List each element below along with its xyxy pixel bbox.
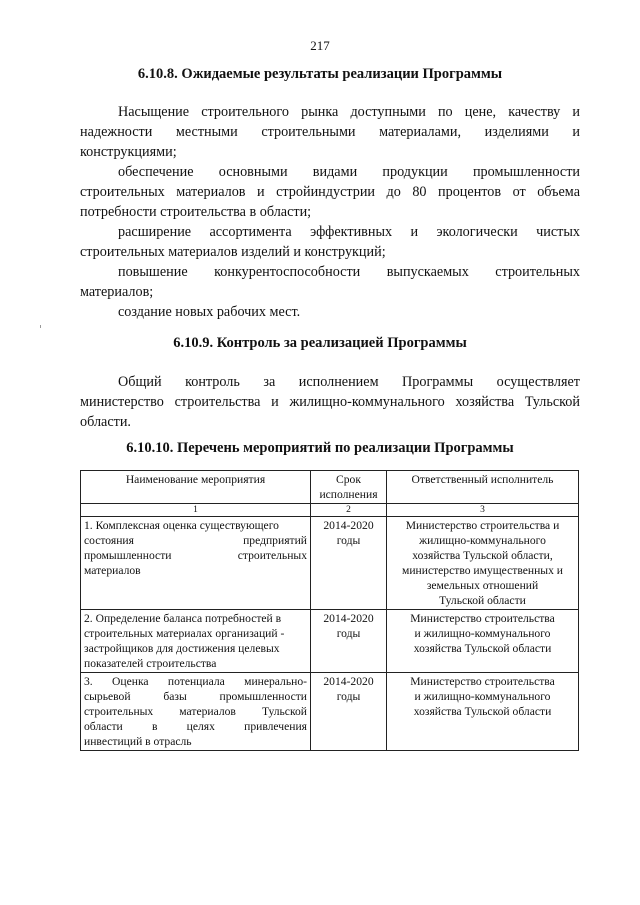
cell-line: инвестиций в отрасль xyxy=(84,735,192,748)
paragraph-assortment xyxy=(80,222,580,262)
cell-line: годы xyxy=(336,690,361,703)
term-cell xyxy=(311,610,387,673)
text-line: Общий контроль за исполнением Программы осуществляет xyxy=(118,374,580,390)
section-heading-control: 6.10.9. Контроль за реализацией Программы xyxy=(173,335,467,351)
cell-line: сырьевой базы промышленности xyxy=(84,690,307,703)
executor-cell xyxy=(387,610,579,673)
cell-line: показателей строительства xyxy=(84,657,217,670)
cell-line: состояния предприятий xyxy=(84,534,307,547)
text-line: министерство строительства и жилищно-коммунального хозяйства Тульской xyxy=(80,394,580,410)
term-cell xyxy=(311,517,387,610)
cell-line: Министерство строительства xyxy=(410,675,555,688)
cell-line: промышленности строительных xyxy=(84,549,307,562)
cell-line: 1. Комплексная оценка существующего xyxy=(84,519,279,532)
paragraph-production-supply xyxy=(80,162,580,222)
cell-line: годы xyxy=(336,627,361,640)
cell-line: и жилищно-коммунального xyxy=(414,627,551,640)
executor-cell xyxy=(387,673,579,751)
scan-mark xyxy=(40,325,41,328)
column-number: 2 xyxy=(311,504,387,517)
cell-line: годы xyxy=(336,534,361,547)
cell-line: хозяйства Тульской области xyxy=(413,642,552,655)
cell-line: жилищно-коммунального xyxy=(419,534,546,547)
cell-line: 2014-2020 xyxy=(323,612,374,625)
text-line: строительных материалов и стройиндустрии до 80 процентов от объема xyxy=(80,184,580,200)
cell-line: Министерство строительства xyxy=(410,612,555,625)
cell-line: и жилищно-коммунального xyxy=(414,690,551,703)
executor-cell xyxy=(387,517,579,610)
table-row xyxy=(81,610,579,673)
section-heading-expected-results: 6.10.8. Ожидаемые результаты реализации Программы xyxy=(137,66,503,82)
cell-line: Тульской области xyxy=(439,594,526,607)
column-number: 1 xyxy=(81,504,311,517)
paragraph-competitiveness xyxy=(80,262,580,302)
text-line: строительных материалов изделий и конструкций; xyxy=(80,244,386,260)
section-heading-activities-list: 6.10.10. Перечень мероприятий по реализации Программы xyxy=(126,440,514,456)
cell-line: министерство имущественных и xyxy=(402,564,563,577)
cell-line: 3. Оценка потенциала минерально- xyxy=(84,675,307,688)
text-line: потребности строительства в области; xyxy=(80,204,312,220)
activities-table xyxy=(80,470,579,751)
paragraph-new-jobs xyxy=(80,302,580,322)
term-cell xyxy=(311,673,387,751)
cell-line: материалов xyxy=(84,564,141,577)
text-line: области. xyxy=(80,414,131,430)
text-line: надежности местными строительными материалами, изделиями и xyxy=(80,124,580,140)
paragraph-market-saturation xyxy=(80,102,580,162)
text-line: повышение конкурентоспособности выпускаемых строительных xyxy=(118,264,580,280)
column-header-activity: Наименование мероприятия xyxy=(81,471,311,504)
cell-line: хозяйства Тульской области xyxy=(413,705,552,718)
cell-line: 2. Определение баланса потребностей в xyxy=(84,612,282,625)
cell-line: хозяйства Тульской области, xyxy=(412,549,553,562)
cell-line: строительных материалов Тульской xyxy=(84,705,307,718)
page-number: 217 xyxy=(310,38,330,53)
activity-cell xyxy=(81,673,311,751)
cell-line: застройщиков для достижения целевых xyxy=(84,642,280,655)
cell-line: Министерство строительства и xyxy=(405,519,560,532)
text-line: обеспечение основными видами продукции промышленности xyxy=(118,164,580,180)
text-line: материалов; xyxy=(80,284,154,300)
cell-line: 2014-2020 xyxy=(323,675,374,688)
table-number-row xyxy=(81,504,579,517)
text-line: расширение ассортимента эффективных и экологически чистых xyxy=(118,224,580,240)
cell-line: области в целях привлечения xyxy=(84,720,307,733)
cell-line: 2014-2020 xyxy=(323,519,374,532)
cell-line: строительных материалах организаций - xyxy=(84,627,285,640)
cell-line: земельных отношений xyxy=(426,579,539,592)
text-line: создание новых рабочих мест. xyxy=(118,304,301,320)
paragraph-general-control xyxy=(80,372,580,432)
text-line: конструкциями; xyxy=(80,144,177,160)
table-row xyxy=(81,517,579,610)
column-header-executor: Ответственный исполнитель xyxy=(387,471,579,504)
column-number: 3 xyxy=(387,504,579,517)
table-header-row xyxy=(81,471,579,504)
column-header-term: Срок исполнения xyxy=(311,471,387,504)
table-row xyxy=(81,673,579,751)
activity-cell xyxy=(81,517,311,610)
activity-cell xyxy=(81,610,311,673)
text-line: Насыщение строительного рынка доступными по цене, качеству и xyxy=(118,104,580,120)
